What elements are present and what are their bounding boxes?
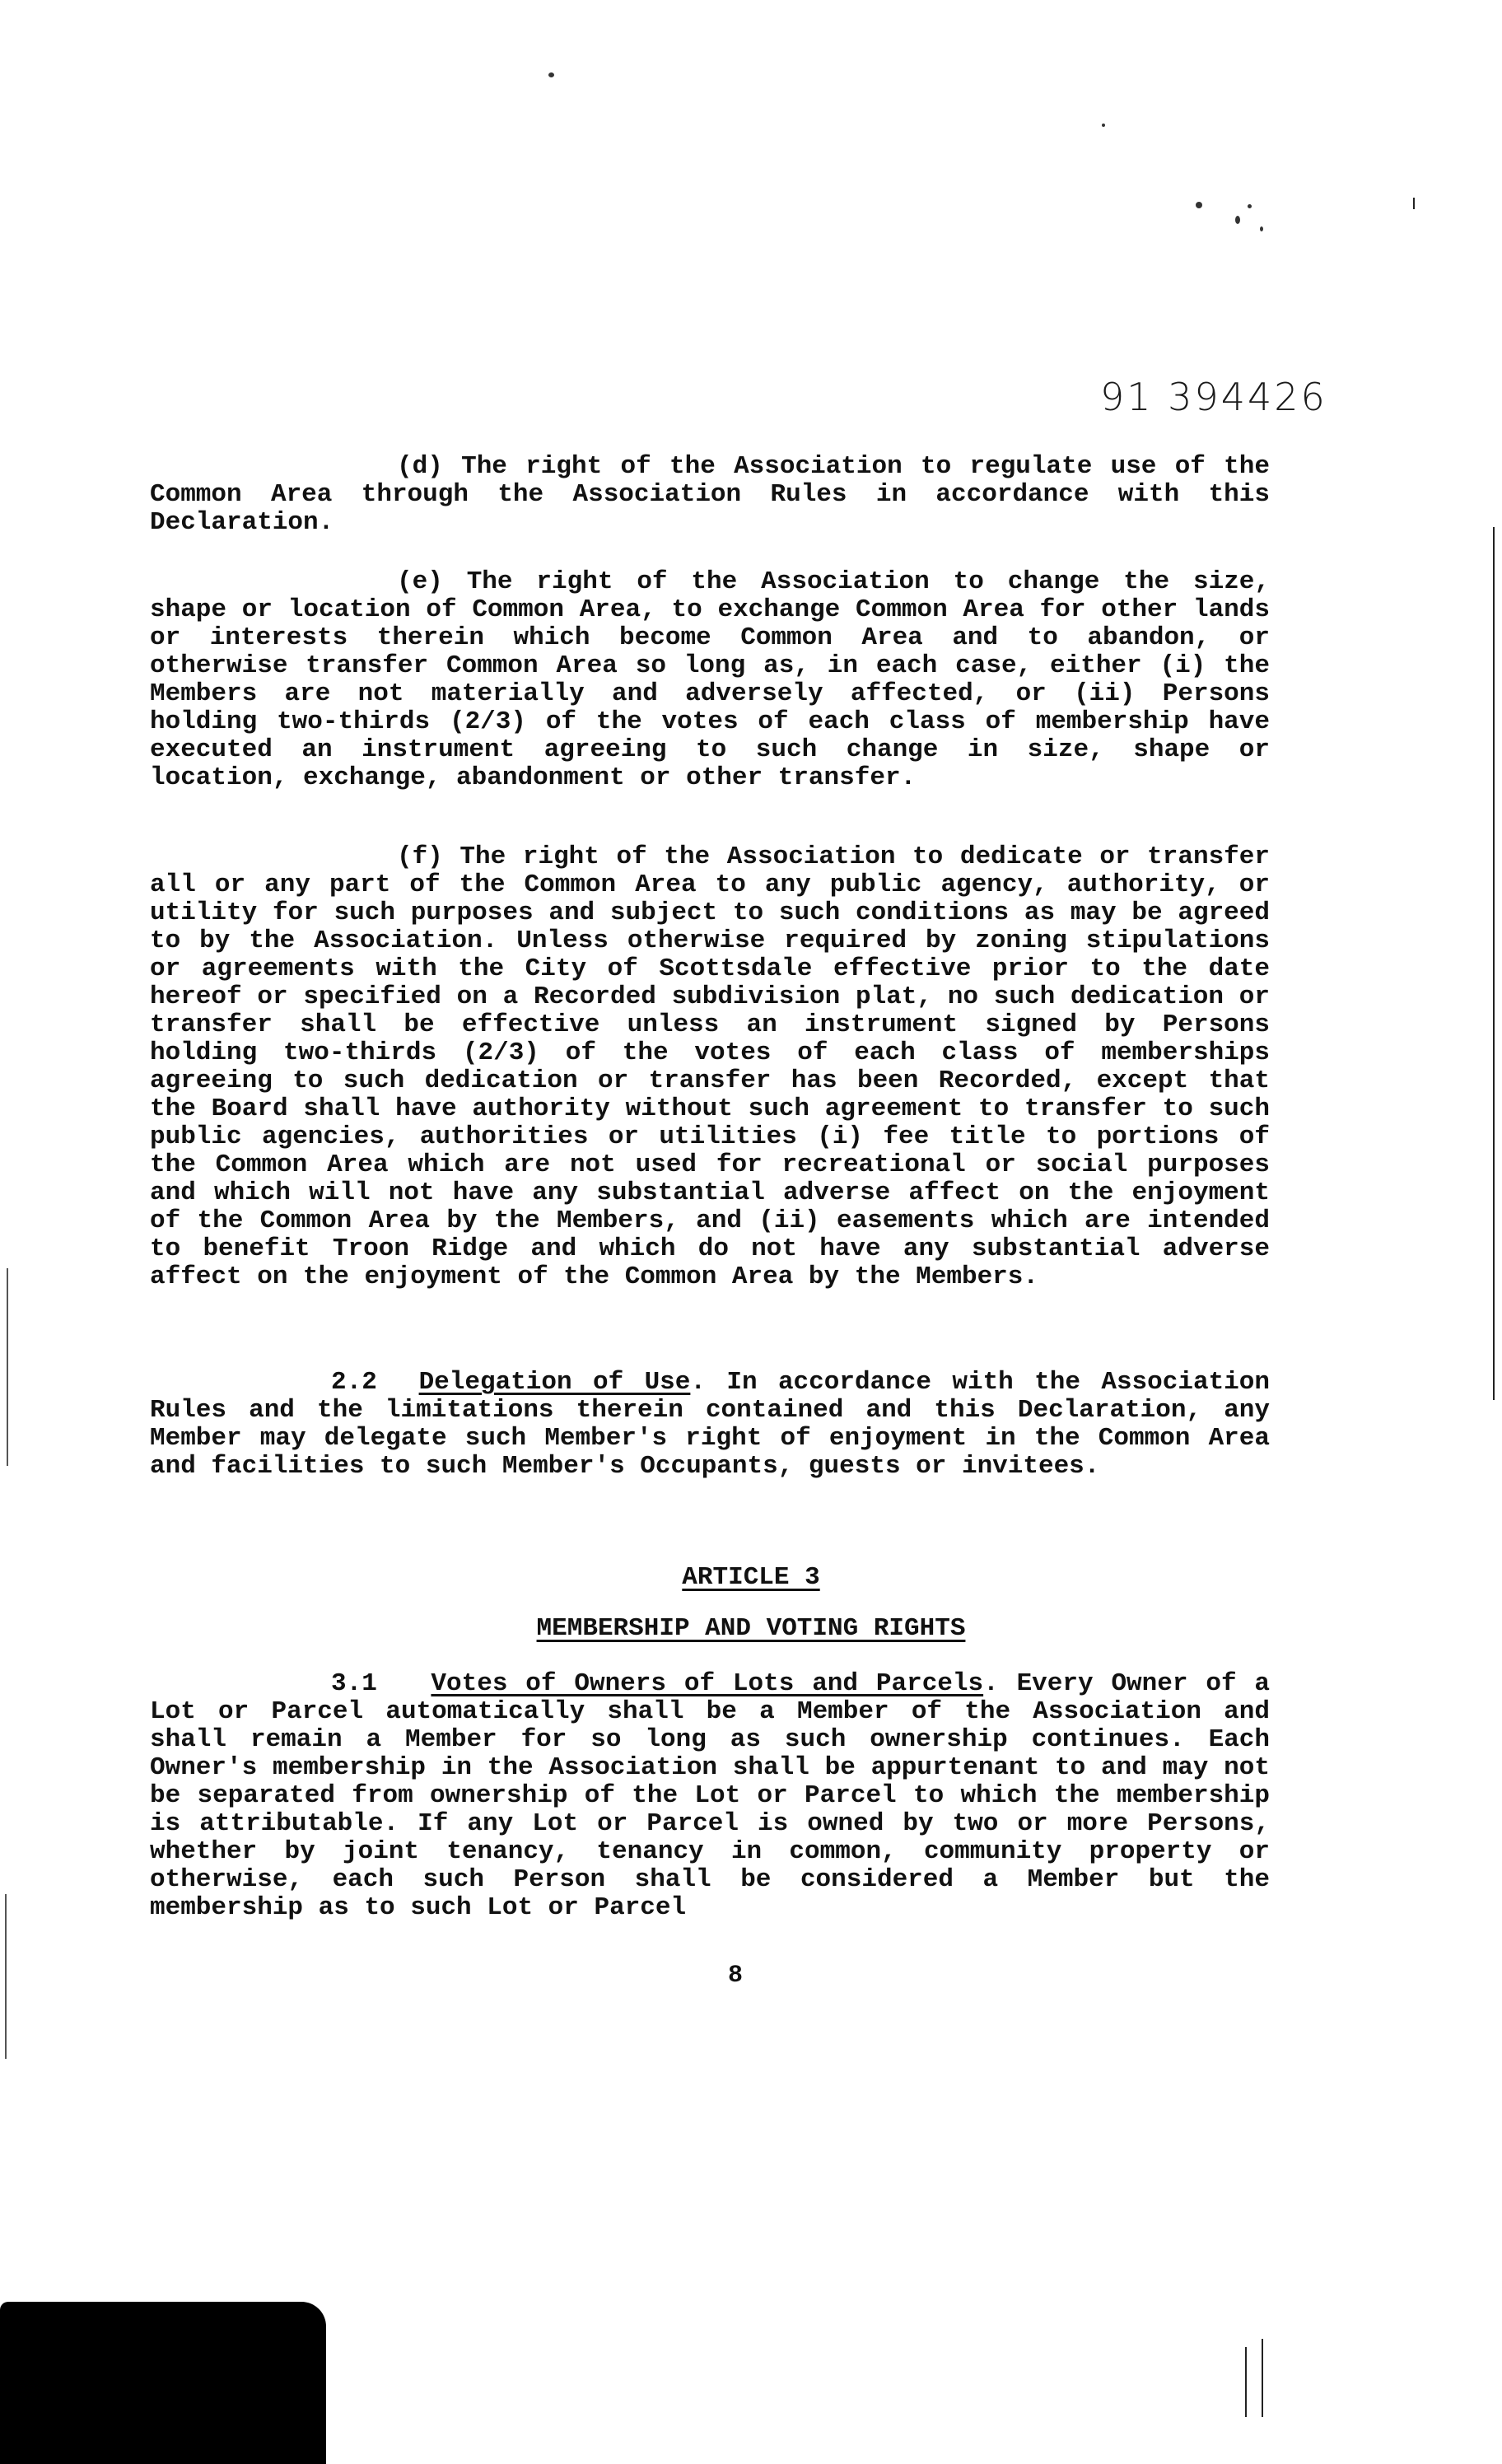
scan-speck — [1260, 226, 1263, 231]
scan-margin-line — [5, 1894, 7, 2059]
scan-speck — [1235, 216, 1240, 224]
section-3-1-number: 3.1 — [331, 1669, 377, 1698]
section-2-2 — [150, 1369, 1270, 1481]
scan-speck — [1102, 124, 1105, 127]
paragraph-d-text: (d) The right of the Association to regulate use of the Common Area through the Association Rules in accordance with this Declaration. — [150, 452, 1270, 537]
paragraph-e-text: (e) The right of the Association to change the size, shape or location of Common Area, to exchange Common Area for other lands or interests therein which become Common Area and to abandon, or otherwise transfer Common Area so long as, in each case, either (i) the Members are not materially and adversely affected, or (ii) Persons holding two-thirds (2/3) of the votes of each class of membership have executed an instrument agreeing to such change in size, shape or location, exchange, abandonment or other transfer. — [150, 567, 1270, 792]
scan-speck — [1196, 202, 1202, 208]
scan-speck — [548, 72, 554, 77]
article-heading: ARTICLE 3 — [682, 1563, 820, 1592]
section-3-1-body: . Every Owner of a Lot or Parcel automatically shall be a Member of the Association and shall remain a Member for so long as such ownership continues. Each Owner's membership in the Association shall be appurtenant to and may not be separated from ownership of the Lot or Parcel to which the membership is attributable. If any Lot or Parcel is owned by two or more Persons, whether by joint tenancy, tenancy in common, community property or otherwise, each such Person shall be considered a Member but the membership as to such Lot or Parcel — [150, 1669, 1271, 1922]
section-2-2-heading: Delegation of Use — [418, 1368, 691, 1397]
scan-margin-line — [1245, 2347, 1247, 2417]
section-3-1-heading: Votes of Owners of Lots and Parcels — [431, 1669, 984, 1698]
paragraph-f-text: (f) The right of the Association to dedicate or transfer all or any part of the Common Area to any public agency, authority, or utility for such purposes and subject to such conditions as may be agreed to by the Association. Unless otherwise required by zoning stipulations or agreements with the City of Scottsdale effective prior to the date hereof or specified on a Recorded subdivision plat, no such dedication or transfer shall be effective unless an instrument signed by Persons holding two-thirds (2/3) of the votes of each class of memberships agreeing to such dedication or transfer has been Recorded, except that the Board shall have authority without such agreement to transfer to such public agencies, authorities or utilities (i) fee title to portions of the Common Area which are not used for recreational or social purposes and which will not have any substantial adverse affect on the enjoyment of the Common Area by the Members, and (ii) easements which are intended to benefit Troon Ridge and which do not have any substantial adverse affect on the enjoyment of the Common Area by the Members. — [150, 842, 1270, 1291]
scan-margin-line — [1493, 527, 1495, 1400]
section-2-2-number: 2.2 — [331, 1368, 377, 1397]
section-2-2-body: . In accordance with the Association Rules and the limitations therein contained and this Declaration, any Member may delegate such Member's right of enjoyment in the Common Area and facilities to such Member's Occupants, guests or invitees. — [150, 1368, 1270, 1481]
scan-speck — [1248, 204, 1252, 208]
paragraph-f — [150, 843, 1270, 1291]
scan-margin-line — [1413, 198, 1415, 209]
page-number: 8 — [728, 1962, 744, 1990]
paragraph-e — [150, 568, 1270, 792]
scan-margin-line — [1262, 2339, 1263, 2417]
paragraph-d — [150, 453, 1270, 537]
article-title: MEMBERSHIP AND VOTING RIGHTS — [536, 1614, 966, 1643]
scan-margin-line — [7, 1268, 8, 1466]
section-3-1 — [150, 1670, 1270, 1922]
scan-border-artifact — [0, 2302, 326, 2464]
document-number: 91 394426 — [1100, 375, 1327, 419]
